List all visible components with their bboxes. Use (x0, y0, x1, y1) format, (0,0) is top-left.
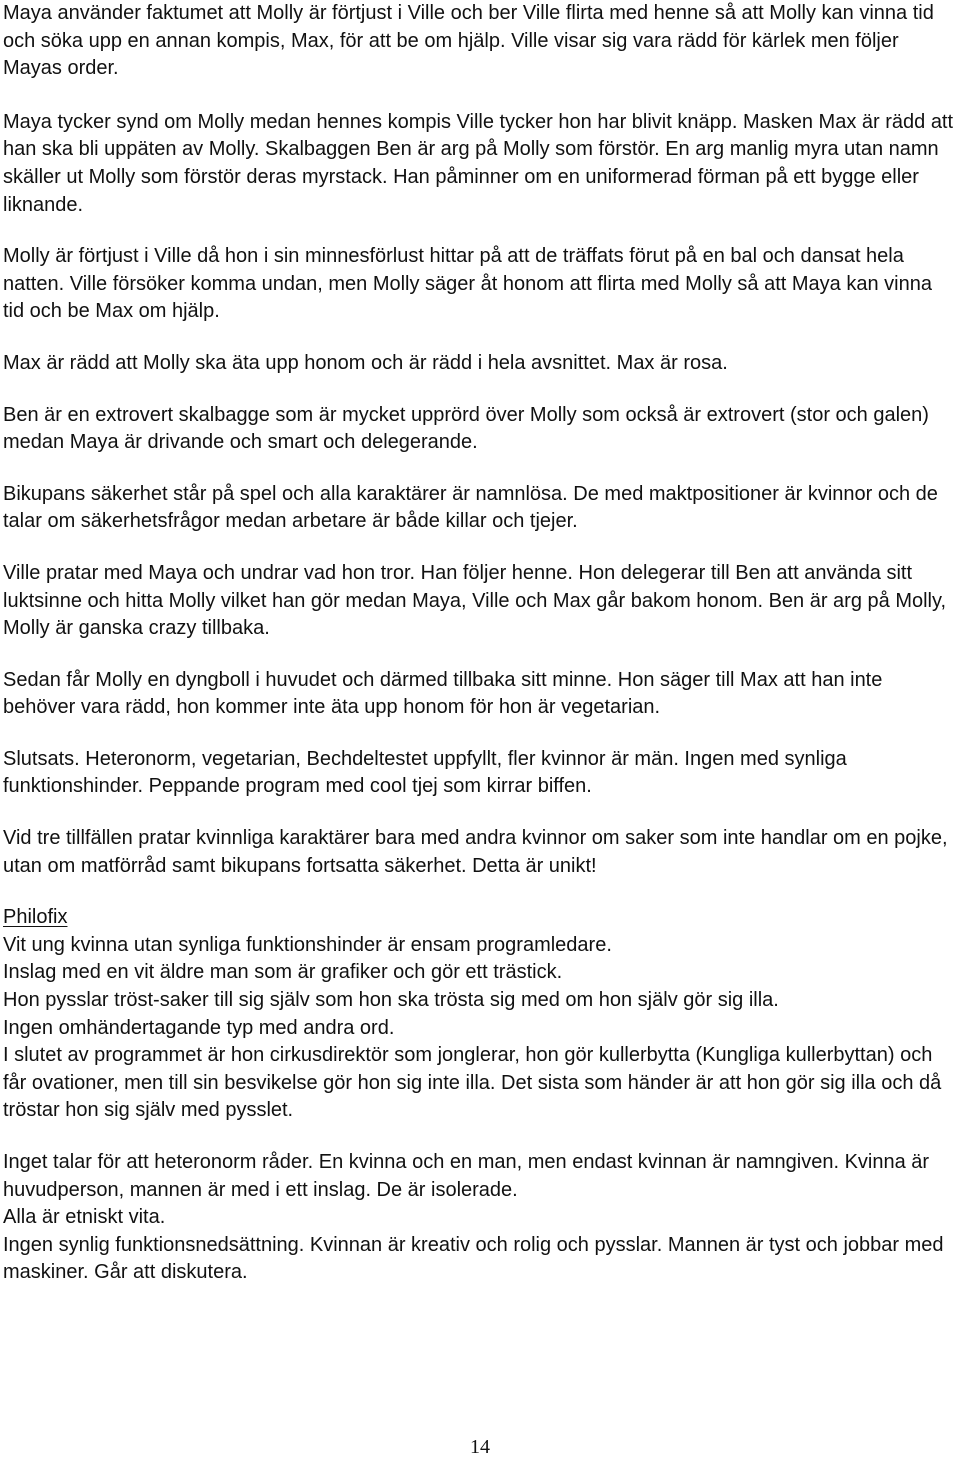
closing-line: Alla är etniskt vita. (3, 1206, 166, 1229)
paragraph: Slutsats. Heteronorm, vegetarian, Bechdeltestet uppfyllt, fler kvinnor är män. Ingen med synliga funktionshinder. Peppande program med cool tjej som kirrar biffen. (3, 747, 847, 798)
philofix-link[interactable]: Philofix (3, 906, 68, 929)
closing-line: Inget talar för att heteronorm råder. En kvinna och en man, men endast kvinnan är namngiven. Kvinna är huvudperson, mannen är med i ett inslag. De är isolerade. (3, 1151, 930, 1201)
philofix-heading (3, 904, 957, 932)
paragraph: Ben är en extrovert skalbagge som är mycket upprörd över Molly som också är extrovert (stor och galen) medan Maya är drivande och smart och delegerande. (3, 403, 929, 454)
philofix-line: Hon pysslar tröst-saker till sig själv som hon ska trösta sig med om hon själv gör sig illa. (3, 989, 779, 1012)
philofix-line: Vit ung kvinna utan synliga funktionshinder är ensam programledare. (3, 933, 612, 956)
philofix-line: Ingen omhändertagande typ med andra ord. (3, 1016, 395, 1039)
philofix-line: Inslag med en vit äldre man som är grafiker och gör ett trästick. (3, 961, 563, 984)
paragraph: Maya tycker synd om Molly medan hennes kompis Ville tycker hon har blivit knäpp. Masken Max är rädd att han ska bli uppäten av Molly. Skalbaggen Ben är arg på Molly som förstör. En arg manlig myra utan namn skäller ut Molly som förstör deras myrstack. Han påminner om en uniformerad förman på ett bygge eller liknande. (3, 110, 954, 216)
paragraph: Vid tre tillfällen pratar kvinnliga karaktärer bara med andra kvinnor om saker som inte handlar om en pojke, utan om matförråd samt bikupans fortsatta säkerhet. Detta är unikt! (3, 827, 948, 877)
paragraph: Max är rädd att Molly ska äta upp honom och är rädd i hela avsnittet. Max är rosa. (3, 351, 728, 374)
closing-line: Ingen synlig funktionsnedsättning. Kvinnan är kreativ och rolig och pysslar. Mannen är tyst och jobbar med maskiner. Går att diskutera. (3, 1233, 944, 1284)
paragraph: Sedan får Molly en dyngboll i huvudet och därmed tillbaka sitt minne. Hon säger till Max att han inte behöver vara rädd, hon kommer inte äta upp honom för hon är vegetarian. (3, 668, 883, 719)
paragraph: Molly är förtjust i Ville då hon i sin minnesförlust hittar på att de träffats förut på en bal och dansat hela natten. Ville försöker komma undan, men Molly säger åt honom att flirta med Molly så att Maya kan vinna tid och be Max om hjälp. (3, 245, 932, 323)
document-page (3, 0, 957, 1311)
paragraph: Ville pratar med Maya och undrar vad hon tror. Han följer henne. Hon delegerar till Ben att använda sitt luktsinne och hitta Molly vilket han gör medan Maya, Ville och Max går bakom honom. Ben är arg på Molly, Molly är ganska crazy tillbaka. (3, 561, 947, 640)
closing-section (3, 1149, 957, 1287)
paragraph: Maya använder faktumet att Molly är förtjust i Ville och ber Ville flirta med henne så att Molly kan vinna tid och söka upp en annan kompis, Max, för att be om hjälp. Ville visar sig vara rädd för kärlek men följer Mayas order. (3, 2, 934, 80)
philofix-section (3, 904, 957, 1125)
philofix-line: I slutet av programmet är hon cirkusdirektör som jonglerar, hon gör kullerbytta (Kungliga kullerbyttan) och får ovationer, men till sin besvikelse gör hon sig inte illa. Det sista som händer är att hon gör sig illa och då tröstar hon sig själv med pysslet. (3, 1044, 942, 1122)
paragraph: Bikupans säkerhet står på spel och alla karaktärer är namnlösa. De med maktpositioner är kvinnor och de talar om säkerhetsfrågor medan arbetare är både killar och tjejer. (3, 482, 938, 533)
page-number: 14 (470, 1436, 490, 1458)
